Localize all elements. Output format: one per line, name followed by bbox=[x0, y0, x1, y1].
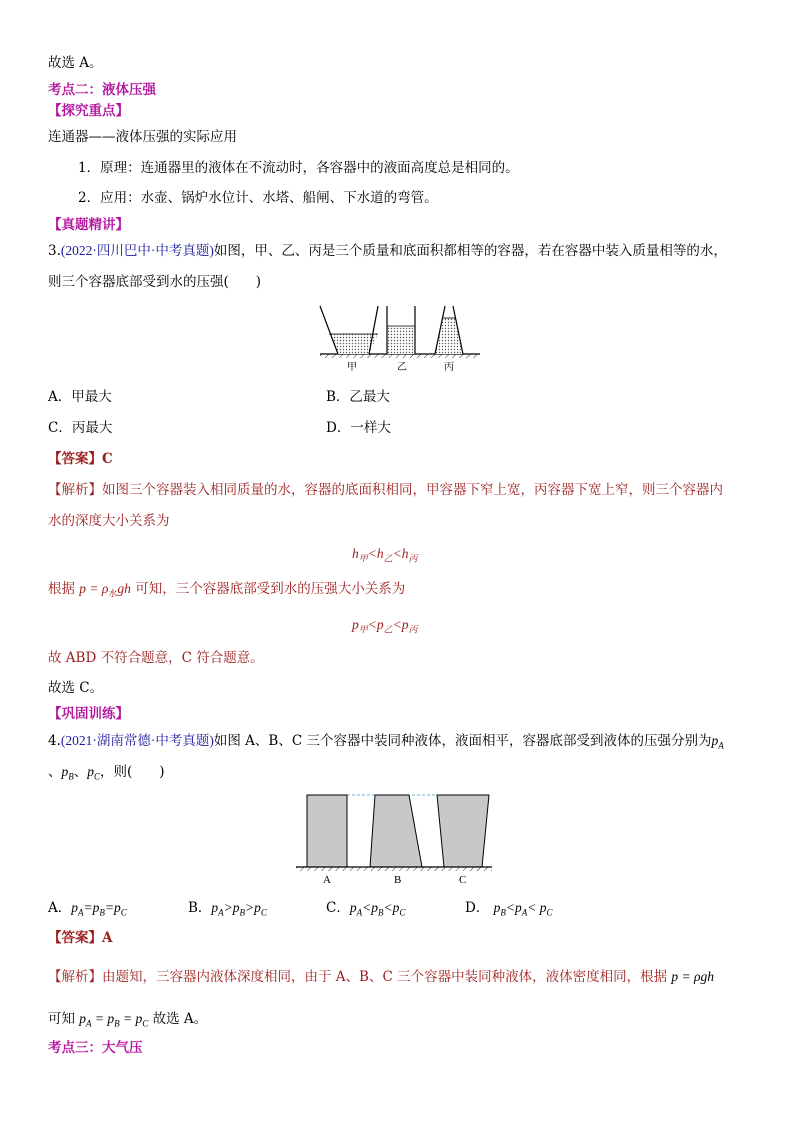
q4-opt-d-op1: <p bbox=[505, 900, 522, 915]
q4-conclusion-line bbox=[48, 1011, 207, 1029]
q4-opt-c-s3: C bbox=[399, 907, 406, 918]
p-lt-2: < bbox=[392, 617, 402, 632]
q4-pa: p bbox=[711, 733, 719, 748]
q4-pb-sub: B bbox=[68, 771, 74, 782]
q4-opt-b-s2: B bbox=[239, 907, 246, 918]
q4-opt-d-p1: p bbox=[493, 900, 501, 915]
q4-eq-s3: C bbox=[142, 1018, 149, 1029]
tag-exam: 【真题精讲】 bbox=[48, 217, 129, 233]
q4-conclusion-post: 故选 A。 bbox=[152, 1011, 208, 1027]
q4-pc: p bbox=[87, 764, 94, 779]
basis-post: 可知，三个容器底部受到水的压强大小关系为 bbox=[135, 581, 406, 597]
q4-line2: 、$p_B$、$p_C$，则( ) bbox=[48, 764, 165, 782]
h-symbol-2: h bbox=[376, 546, 384, 561]
q4-text1: 如图 A、B、C 三个容器中装同种液体，液面相平，容器底部受到液体的压强分别为 bbox=[213, 733, 712, 749]
q4-opt-c-s1: A bbox=[356, 907, 363, 918]
h-sub-jia: 甲 bbox=[358, 553, 368, 564]
q4-answer: 【答案】A bbox=[48, 930, 113, 946]
q3-option-d: D．一样大 bbox=[326, 420, 391, 436]
tag-consolidate: 【巩固训练】 bbox=[48, 706, 129, 722]
q4-opt-b-op1: >p bbox=[223, 900, 240, 915]
q3-analysis-line1: 【解析】如图三个容器装入相同质量的水，容器的底面积相同，甲容器下窄上宽，丙容器下宽上窄，则三个容器内 bbox=[48, 482, 723, 498]
q4-option-b bbox=[188, 900, 267, 918]
section-heading-kp3: 考点三：大气压 bbox=[48, 1040, 143, 1056]
q4-option-a bbox=[48, 900, 127, 918]
h-sub-yi: 乙 bbox=[383, 553, 393, 564]
q4-fig-label-a: A bbox=[323, 874, 331, 886]
q3-basis-line bbox=[48, 581, 405, 600]
q4-line1 bbox=[48, 733, 724, 751]
q3-fig-label-bing: 丙 bbox=[444, 362, 454, 373]
q4-formula: p = ρgh bbox=[671, 969, 714, 984]
q3-text2: 则三个容器底部受到水的压强( ) bbox=[48, 274, 262, 290]
q3-fig-label-yi: 乙 bbox=[397, 362, 407, 373]
q4-opt-a-s3: C bbox=[120, 907, 127, 918]
q3-formula-post: gh bbox=[117, 581, 131, 596]
q4-opt-a-s2: B bbox=[99, 907, 105, 918]
p-sub-jia: 甲 bbox=[358, 624, 368, 635]
q4-pa-sub: A bbox=[718, 740, 724, 751]
q4-fig-label-c: C bbox=[459, 874, 467, 886]
q3-formula-sub: 水 bbox=[108, 589, 118, 600]
q3-choose: 故选 C。 bbox=[48, 680, 104, 696]
q4-pb: p bbox=[61, 764, 69, 779]
q3-option-c: C．丙最大 bbox=[48, 420, 113, 436]
q3-source: (2022·四川巴中·中考真题) bbox=[60, 243, 214, 258]
q3-analysis-line2: 水的深度大小关系为 bbox=[48, 513, 170, 529]
q4-opt-a-p1: p bbox=[71, 900, 78, 915]
section-heading-kp2: 考点二：液体压强 bbox=[48, 82, 156, 98]
q4-opt-a-s1: A bbox=[78, 907, 84, 918]
q4-eq-s1: A bbox=[86, 1018, 92, 1029]
q4-option-d bbox=[465, 900, 553, 918]
q4-number: 4. bbox=[48, 733, 61, 749]
h-symbol-3: h bbox=[401, 546, 409, 561]
q4-analysis-line1 bbox=[48, 969, 714, 985]
q4-opt-d-s1: B bbox=[500, 907, 506, 918]
q3-formula: p = ρ bbox=[79, 581, 109, 596]
q4-opt-d-s2: A bbox=[521, 907, 528, 918]
lt-2: < bbox=[392, 546, 402, 561]
h-sub-bing: 丙 bbox=[408, 553, 418, 564]
q4-conclusion-pre: 可知 bbox=[48, 1011, 75, 1027]
q4-analysis-text: 【解析】由题知，三容器内液体深度相同，由于 A、B、C 三个容器中装同种液体，液体密度相同，根据 bbox=[48, 969, 668, 985]
principle-line: 1．原理：连通器里的液体在不流动时，各容器中的液面高度总是相同的。 bbox=[78, 160, 519, 176]
p-sub-yi: 乙 bbox=[383, 624, 393, 635]
q4-figure bbox=[294, 792, 494, 886]
q4-opt-c-label: C． bbox=[326, 900, 350, 916]
q4-fig-label-b: B bbox=[394, 874, 402, 886]
q4-eq-p2: p bbox=[107, 1011, 115, 1026]
q4-opt-b-p1: p bbox=[211, 900, 219, 915]
q3-number: 3. bbox=[48, 243, 61, 259]
q3-text1: 如图，甲、乙、丙是三个质量和底面积都相等的容器，若在容器中装入质量相等的水， bbox=[213, 243, 727, 259]
q4-opt-d-op2: < p bbox=[527, 900, 547, 915]
p-symbol-1: p bbox=[352, 617, 359, 632]
q4-eq-p3: p bbox=[135, 1011, 143, 1026]
p-symbol-2: p bbox=[376, 617, 384, 632]
p-symbol-3: p bbox=[401, 617, 409, 632]
lt-1: < bbox=[367, 546, 377, 561]
p-lt-1: < bbox=[367, 617, 377, 632]
q3-line1 bbox=[48, 243, 727, 259]
q3-answer: 【答案】C bbox=[48, 451, 113, 467]
q4-opt-b-s3: C bbox=[260, 907, 267, 918]
q4-opt-b-op2: >p bbox=[245, 900, 261, 915]
application-line: 2．应用：水壶、锅炉水位计、水塔、船闸、下水道的弯管。 bbox=[78, 190, 438, 206]
q4-opt-c-p1: p bbox=[349, 900, 357, 915]
q3-figure bbox=[312, 300, 484, 374]
q4-opt-c-op2: <p bbox=[383, 900, 400, 915]
connector-line: 连通器——液体压强的实际应用 bbox=[48, 129, 237, 145]
q4-text2-post: ，则( ) bbox=[100, 764, 165, 780]
p-sub-bing: 丙 bbox=[408, 624, 418, 635]
q3-option-b: B．乙最大 bbox=[326, 389, 390, 405]
q4-opt-d-s3: C bbox=[546, 907, 553, 918]
q3-depth-relation bbox=[352, 546, 418, 564]
q4-equality: $p_A = p_B = p_C$ bbox=[79, 1011, 149, 1029]
q4-option-c bbox=[326, 900, 405, 918]
q4-opt-b-s1: A bbox=[218, 907, 224, 918]
q4-opt-b-label: B． bbox=[188, 900, 212, 916]
q4-eq-s2: B bbox=[114, 1018, 120, 1029]
q4-text2-pre: 、 bbox=[48, 764, 62, 780]
h-symbol-1: h bbox=[352, 546, 359, 561]
q4-opt-a-op2: =p bbox=[104, 900, 121, 915]
q3-fig-label-jia: 甲 bbox=[347, 362, 357, 373]
q4-opt-c-s2: B bbox=[377, 907, 384, 918]
q4-source: (2021·湖南常德·中考真题) bbox=[60, 733, 214, 748]
q3-conclusion: 故 ABD 不符合题意，C 符合题意。 bbox=[48, 650, 264, 666]
q3-pressure-relation bbox=[352, 617, 418, 635]
q4-opt-d-label: D． bbox=[465, 900, 490, 916]
basis-pre: 根据 bbox=[48, 581, 75, 597]
q4-opt-a-op1: =p bbox=[83, 900, 100, 915]
q4-opt-a-label: A． bbox=[48, 900, 72, 916]
line-choose-a: 故选 A。 bbox=[48, 55, 103, 71]
q3-option-a: A．甲最大 bbox=[48, 389, 112, 405]
q4-opt-c-op1: <p bbox=[362, 900, 378, 915]
q4-pc-sub: C bbox=[94, 771, 101, 782]
tag-explore: 【探究重点】 bbox=[48, 103, 129, 119]
q4-eq-p1: p bbox=[79, 1011, 87, 1026]
